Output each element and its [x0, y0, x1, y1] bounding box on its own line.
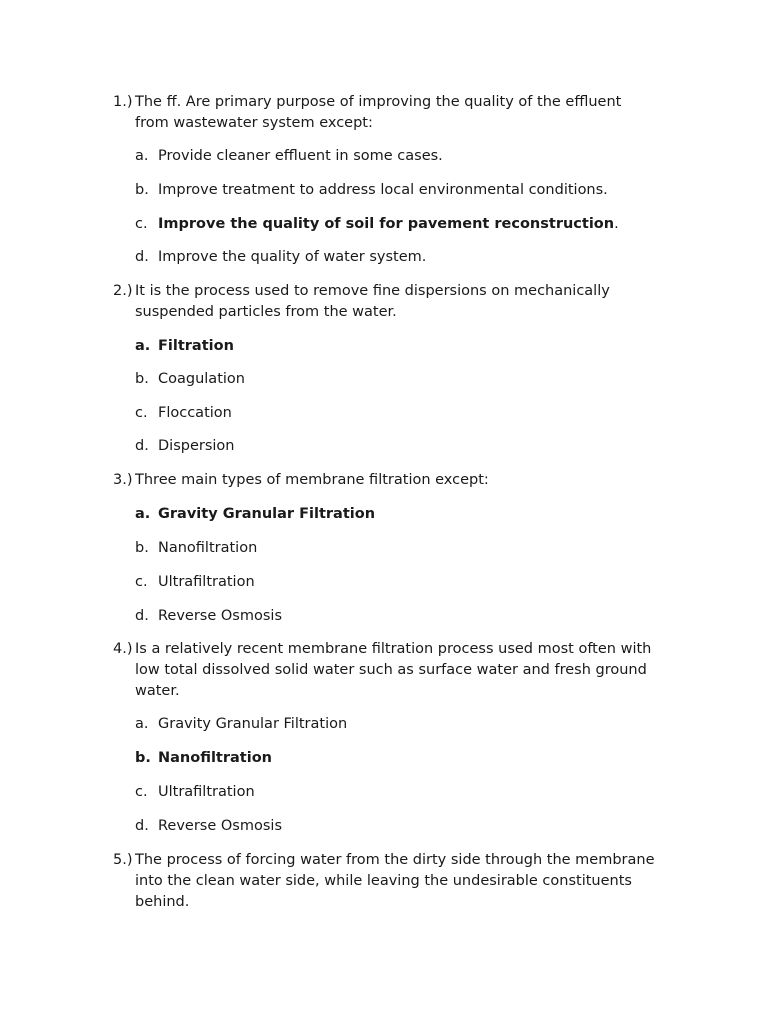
option-suffix: .	[614, 216, 619, 232]
question-4	[113, 639, 683, 702]
option-letter: b.	[135, 540, 149, 556]
option-2c	[135, 403, 232, 424]
option-letter: a.	[135, 148, 149, 164]
question-number: 5.)	[113, 852, 133, 868]
question-number: 3.)	[113, 472, 133, 488]
question-number: 4.)	[113, 641, 133, 657]
option-letter: b.	[135, 371, 149, 387]
option-3d	[135, 606, 282, 627]
option-1d	[135, 247, 426, 268]
question-text: The ff. Are primary purpose of improving the quality of the effluent from wastewater system except:	[135, 94, 622, 131]
option-letter: a.	[135, 338, 151, 354]
option-letter: d.	[135, 249, 149, 265]
option-4a	[135, 714, 347, 735]
question-3	[113, 470, 683, 491]
option-3a	[135, 504, 375, 525]
option-letter: c.	[135, 216, 148, 232]
option-text-bold: Improve the quality of soil for pavement reconstruction	[158, 216, 615, 232]
option-text: Ultrafiltration	[158, 574, 255, 590]
option-1c	[135, 214, 619, 235]
option-2a	[135, 336, 234, 357]
option-4d	[135, 816, 282, 837]
question-text: The process of forcing water from the dirty side through the membrane into the clean water side, while leaving the undesirable constituents behind.	[135, 852, 655, 910]
question-2	[113, 281, 683, 323]
option-text: Filtration	[158, 338, 234, 354]
question-5	[113, 850, 683, 913]
option-text: Dispersion	[158, 438, 235, 454]
option-letter: c.	[135, 405, 148, 421]
option-letter: c.	[135, 784, 148, 800]
question-number: 1.)	[113, 94, 133, 110]
option-text: Gravity Granular Filtration	[158, 716, 348, 732]
option-letter: d.	[135, 818, 149, 834]
option-letter: b.	[135, 182, 149, 198]
option-letter: d.	[135, 438, 149, 454]
option-text: Nanofiltration	[158, 540, 258, 556]
option-1a	[135, 146, 443, 167]
option-4c	[135, 782, 255, 803]
option-letter: a.	[135, 716, 149, 732]
option-text: Reverse Osmosis	[158, 608, 282, 624]
option-3c	[135, 572, 255, 593]
option-text: Coagulation	[158, 371, 245, 387]
question-text: Three main types of membrane filtration except:	[135, 472, 489, 488]
option-2b	[135, 369, 245, 390]
question-number: 2.)	[113, 283, 133, 299]
option-letter: d.	[135, 608, 149, 624]
option-letter: c.	[135, 574, 148, 590]
question-text: Is a relatively recent membrane filtration process used most often with low total dissolved solid water such as surface water and fresh ground water.	[135, 641, 652, 699]
option-text: Nanofiltration	[158, 750, 272, 766]
option-1b	[135, 180, 608, 201]
option-letter: b.	[135, 750, 151, 766]
option-text: Improve the quality of water system.	[158, 249, 427, 265]
option-text: Floccation	[158, 405, 232, 421]
option-4b	[135, 748, 272, 769]
option-text: Provide cleaner effluent in some cases.	[158, 148, 443, 164]
option-2d	[135, 436, 234, 457]
option-text: Gravity Granular Filtration	[158, 506, 376, 522]
option-3b	[135, 538, 257, 559]
option-letter: a.	[135, 506, 151, 522]
option-text: Improve treatment to address local environmental conditions.	[158, 182, 608, 198]
question-1	[113, 92, 683, 134]
option-text: Ultrafiltration	[158, 784, 255, 800]
option-text: Reverse Osmosis	[158, 818, 282, 834]
question-text: It is the process used to remove fine dispersions on mechanically suspended particles from the water.	[135, 283, 610, 320]
